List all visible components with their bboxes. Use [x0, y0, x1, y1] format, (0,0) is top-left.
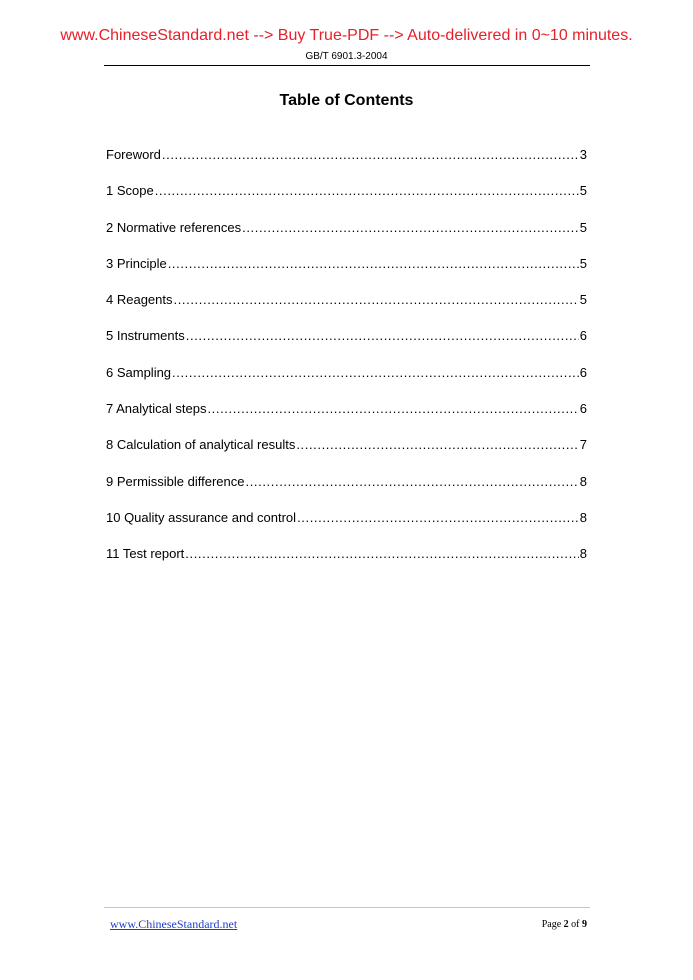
toc-entry-label: 4 Reagents [106, 292, 173, 308]
toc-entry-page: 6 [579, 328, 587, 344]
page-of: of [571, 919, 580, 930]
toc-entry-scope[interactable] [106, 182, 587, 218]
toc-dot-leader [207, 400, 578, 418]
page-counter [542, 919, 587, 930]
promo-banner-link[interactable]: www.ChineseStandard.net --> Buy True-PDF --> Auto-delivered in 0~10 minutes. [60, 27, 633, 44]
toc-entry-page: 6 [579, 401, 587, 417]
total-pages-number: 9 [582, 919, 587, 930]
header-divider [104, 65, 590, 66]
toc-entry-analytical-steps[interactable] [106, 400, 587, 436]
toc-entry-page: 5 [579, 219, 587, 235]
toc-dot-leader [296, 436, 578, 454]
toc-entry-principle[interactable] [106, 255, 587, 291]
toc-entry-quality-assurance[interactable] [106, 509, 587, 545]
toc-dot-leader [185, 545, 578, 563]
page-prefix: Page [541, 919, 562, 930]
toc-entry-label: 6 Sampling [106, 364, 172, 380]
toc-dot-leader [174, 291, 579, 309]
toc-entry-page: 5 [579, 292, 587, 308]
toc-entry-page: 7 [579, 437, 587, 453]
toc-entry-label: 7 Analytical steps [106, 401, 207, 417]
toc-entry-normative-references[interactable] [106, 219, 587, 255]
toc-entry-reagents[interactable] [106, 291, 587, 327]
toc-entry-label: 8 Calculation of analytical results [106, 437, 296, 453]
toc-entry-page: 6 [579, 364, 587, 380]
toc-entry-permissible-difference[interactable] [106, 473, 587, 509]
footer-divider [104, 907, 590, 908]
toc-dot-leader [186, 327, 579, 345]
toc-dot-leader [172, 364, 579, 382]
toc-dot-leader [162, 146, 579, 164]
current-page-number: 2 [563, 919, 569, 930]
toc-entry-page: 5 [579, 183, 587, 199]
toc-entry-test-report[interactable] [106, 545, 587, 581]
toc-entry-calculation[interactable] [106, 436, 587, 472]
toc-entry-label: 5 Instruments [106, 328, 185, 344]
toc-entry-label: 11 Test report [106, 546, 185, 562]
toc-entry-foreword[interactable] [106, 146, 587, 182]
toc-entry-page: 8 [579, 509, 587, 525]
toc-title: Table of Contents [279, 92, 414, 109]
toc-entry-label: 1 Scope [106, 183, 154, 199]
toc-entry-label: 9 Permissible difference [106, 473, 245, 489]
toc-entry-page: 8 [579, 473, 587, 489]
toc-entry-label: Foreword [106, 147, 161, 162]
toc-dot-leader [168, 255, 579, 273]
toc-entry-page: 3 [579, 147, 587, 162]
toc-dot-leader [242, 219, 579, 237]
footer-site-link[interactable]: www.ChineseStandard.net [110, 917, 238, 931]
table-of-contents [106, 146, 587, 582]
toc-entry-sampling[interactable] [106, 364, 587, 400]
toc-entry-label: 3 Principle [106, 255, 167, 271]
toc-dot-leader [297, 509, 579, 527]
toc-entry-label: 10 Quality assurance and control [106, 509, 297, 525]
standard-code: GB/T 6901.3-2004 [305, 51, 388, 62]
toc-dot-leader [246, 473, 579, 491]
toc-entry-page: 5 [579, 255, 587, 271]
toc-dot-leader [155, 182, 579, 200]
toc-entry-page: 8 [579, 546, 587, 562]
toc-entry-instruments[interactable] [106, 327, 587, 363]
toc-entry-label: 2 Normative references [106, 219, 242, 235]
